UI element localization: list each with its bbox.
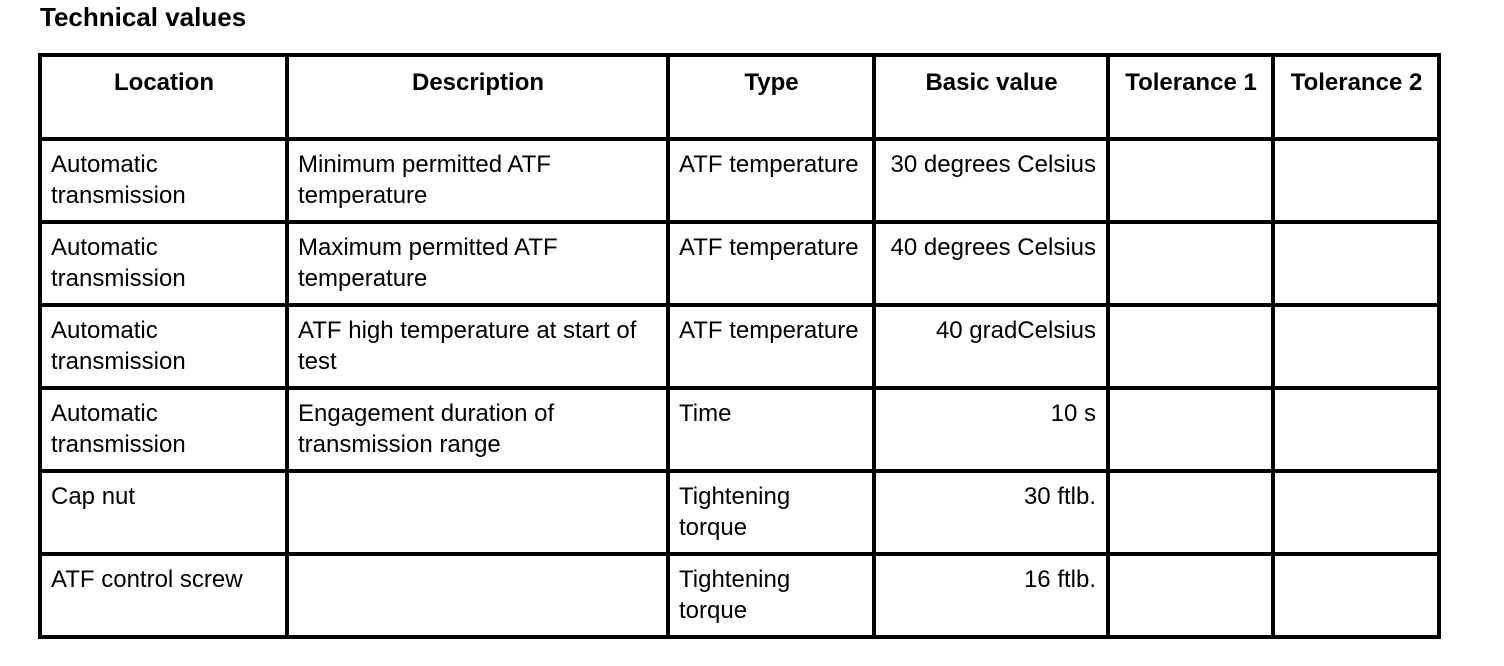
page-title: Technical values xyxy=(40,2,247,32)
cell-type: ATF temperature xyxy=(668,305,874,388)
header-basic-value: Basic value xyxy=(874,55,1108,139)
cell-type: ATF temperature xyxy=(668,222,874,305)
cell-tolerance-1 xyxy=(1108,305,1273,388)
cell-location: Automatic transmission xyxy=(40,305,287,388)
cell-location: Automatic transmission xyxy=(40,139,287,222)
cell-type: ATF temperature xyxy=(668,139,874,222)
cell-location: Cap nut xyxy=(40,471,287,554)
table-header-row xyxy=(40,55,1439,139)
header-tolerance-2: Tolerance 2 xyxy=(1273,55,1439,139)
table-row xyxy=(40,305,1439,388)
cell-type: Time xyxy=(668,388,874,471)
table-row xyxy=(40,471,1439,554)
cell-tolerance-2 xyxy=(1273,139,1439,222)
table-row xyxy=(40,554,1439,637)
table-row xyxy=(40,222,1439,305)
cell-description xyxy=(287,471,668,554)
cell-location: ATF control screw xyxy=(40,554,287,637)
cell-tolerance-2 xyxy=(1273,222,1439,305)
cell-basic-value: 40 degrees Celsius xyxy=(874,222,1108,305)
cell-tolerance-2 xyxy=(1273,305,1439,388)
cell-description: Maximum permitted ATF temperature xyxy=(287,222,668,305)
cell-tolerance-1 xyxy=(1108,388,1273,471)
cell-basic-value: 16 ftlb. xyxy=(874,554,1108,637)
cell-basic-value: 30 degrees Celsius xyxy=(874,139,1108,222)
header-location: Location xyxy=(40,55,287,139)
cell-tolerance-2 xyxy=(1273,388,1439,471)
header-tolerance-1: Tolerance 1 xyxy=(1108,55,1273,139)
cell-tolerance-2 xyxy=(1273,471,1439,554)
cell-type: Tightening torque xyxy=(668,554,874,637)
cell-type: Tightening torque xyxy=(668,471,874,554)
cell-location: Automatic transmission xyxy=(40,388,287,471)
header-description: Description xyxy=(287,55,668,139)
cell-description: Engagement duration of transmission range xyxy=(287,388,668,471)
cell-tolerance-1 xyxy=(1108,554,1273,637)
cell-tolerance-1 xyxy=(1108,471,1273,554)
cell-description: Minimum permitted ATF temperature xyxy=(287,139,668,222)
cell-basic-value: 40 gradCelsius xyxy=(874,305,1108,388)
cell-location: Automatic transmission xyxy=(40,222,287,305)
cell-basic-value: 30 ftlb. xyxy=(874,471,1108,554)
cell-basic-value: 10 s xyxy=(874,388,1108,471)
technical-values-table xyxy=(38,53,1441,639)
cell-description: ATF high temperature at start of test xyxy=(287,305,668,388)
header-type: Type xyxy=(668,55,874,139)
cell-description xyxy=(287,554,668,637)
cell-tolerance-2 xyxy=(1273,554,1439,637)
table-row xyxy=(40,388,1439,471)
cell-tolerance-1 xyxy=(1108,139,1273,222)
table-row xyxy=(40,139,1439,222)
cell-tolerance-1 xyxy=(1108,222,1273,305)
